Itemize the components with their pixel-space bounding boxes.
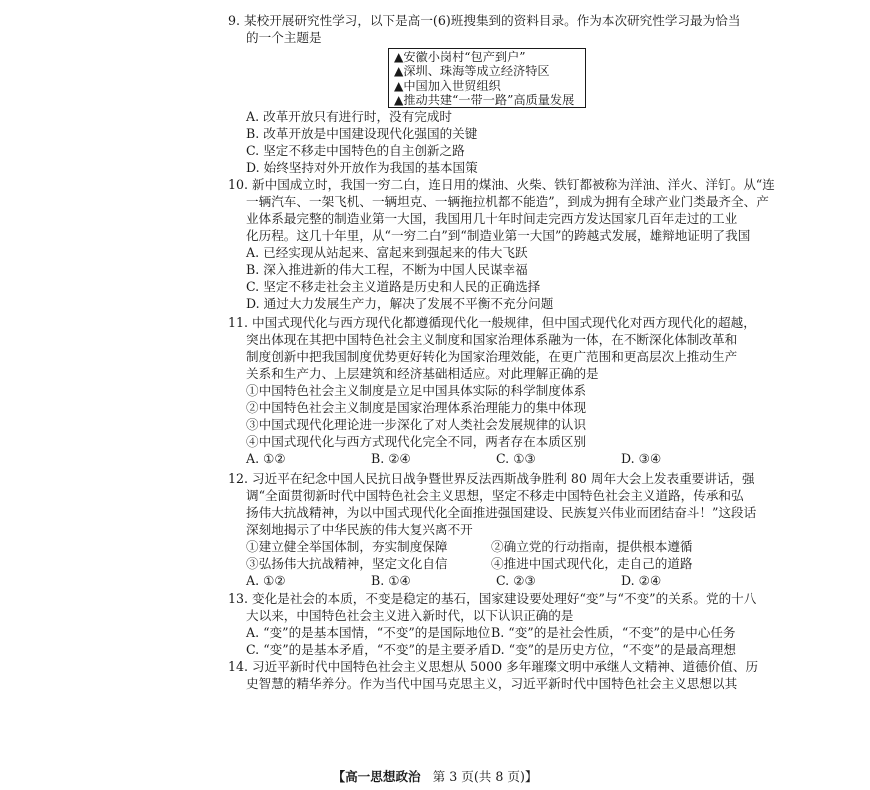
material-list-item: ▲推动共建“一带一路”高质量发展 xyxy=(394,93,575,108)
question-13-stem-line: 大以来，中国特色社会主义进入新时代，以下认识正确的是 xyxy=(246,608,574,623)
question-11-stem-line: 关系和生产力、上层建筑和经济基础相适应。对此理解正确的是 xyxy=(246,366,599,381)
statement-item: ④中国式现代化与西方式现代化完全不同，两者存在本质区别 xyxy=(246,434,587,449)
statement-item: ③中国式现代化理论进一步深化了对人类社会发展规律的认识 xyxy=(246,417,587,432)
option-a: A. 改革开放只有进行时，没有完成时 xyxy=(246,109,453,124)
answer-options-row xyxy=(228,641,763,658)
question-11-stem-line: 突出体现在其把中国特色社会主义制度和国家治理体系融为一体，在不断深化体制改革和 xyxy=(246,332,738,347)
statement-item: ①中国特色社会主义制度是立足中国具体实际的科学制度体系 xyxy=(246,383,587,398)
question-12-stem-line: 扬伟大抗战精神，为以中国式现代化全面推进强国建设、民族复兴伟业而团结奋斗！”这段话 xyxy=(246,505,757,520)
option-d: D. ③④ xyxy=(621,451,662,466)
option-d: D. ②④ xyxy=(621,573,662,588)
option-a: A. “变”的是基本国情，“不变”的是国际地位 xyxy=(246,625,491,640)
question-11-stem-line: 制度创新中把我国制度优势更好转化为国家治理效能，在更广范围和更高层次上推动生产 xyxy=(246,349,738,364)
question-10-stem-line: 一辆汽车、一架飞机、一辆坦克、一辆拖拉机都不能造”，到成为拥有全球产业门类最齐全、产 xyxy=(246,194,769,209)
statement-row xyxy=(228,538,763,555)
answer-options-row xyxy=(228,624,763,641)
question-12-stem-line: 调“全面贯彻新时代中国特色社会主义思想，坚定不移走中国特色社会主义道路，传承和弘 xyxy=(246,488,744,503)
question-9-options xyxy=(228,108,763,176)
statement-item: ②确立党的行动指南，提供根本遵循 xyxy=(491,539,693,554)
page-footer xyxy=(0,768,870,785)
option-b: B. “变”的是社会性质，“不变”的是中心任务 xyxy=(491,625,736,640)
question-11 xyxy=(228,314,763,467)
option-a: A. 已经实现从站起来、富起来到强起来的伟大飞跃 xyxy=(246,245,528,260)
question-12-stem-line: 12. 习近平在纪念中国人民抗日战争暨世界反法西斯战争胜利 80 周年大会上发表重要讲话，强 xyxy=(228,471,755,486)
question-11-stem-line: 11. 中国式现代化与西方现代化都遵循现代化一般规律，但中国式现代化对西方现代化的超越， xyxy=(228,315,756,330)
question-9 xyxy=(228,12,763,46)
question-9-stem-line: 9. 某校开展研究性学习，以下是高一(6)班搜集到的资料目录。作为本次研究性学习最为恰当 xyxy=(228,13,741,28)
statement-item: ④推进中国式现代化，走自己的道路 xyxy=(491,556,693,571)
option-a: A. ①② xyxy=(246,451,286,466)
option-b: B. ②④ xyxy=(371,451,411,466)
option-c: C. “变”的是基本矛盾，“不变”的是主要矛盾 xyxy=(246,642,491,657)
question-10 xyxy=(228,176,775,312)
statement-item: ②中国特色社会主义制度是国家治理体系治理能力的集中体现 xyxy=(246,400,587,415)
question-10-stem-line: 10. 新中国成立时，我国一穷二白，连日用的煤油、火柴、铁钉都被称为洋油、洋火、洋钉。从“连 xyxy=(228,177,775,192)
footer-page-number: 第 3 页(共 8 页)】 xyxy=(432,769,538,784)
question-14-stem-line: 史智慧的精华养分。作为当代中国马克思主义，习近平新时代中国特色社会主义思想以其 xyxy=(246,676,738,691)
question-10-stem-line: 业体系最完整的制造业第一大国，我国用几十年时间走完西方发达国家几百年走过的工业 xyxy=(246,211,738,226)
answer-options-row xyxy=(228,572,763,589)
statement-row xyxy=(228,555,763,572)
material-list-item: ▲安徽小岗村“包产到户” xyxy=(394,50,526,64)
question-9-stem-line: 的一个主题是 xyxy=(246,30,322,45)
question-12-stem-line: 深刻地揭示了中华民族的伟大复兴离不开 xyxy=(246,522,473,537)
option-c: C. ②③ xyxy=(496,573,536,588)
question-14-stem-line: 14. 习近平新时代中国特色社会主义思想从 5000 多年璀璨文明中承继人文精神、道德价值、历 xyxy=(228,659,759,674)
material-list-item: ▲中国加入世贸组织 xyxy=(394,78,501,93)
option-a: A. ①② xyxy=(246,573,286,588)
material-list-box xyxy=(388,48,586,108)
option-d: D. 通过大力发展生产力，解决了发展不平衡不充分问题 xyxy=(246,296,554,311)
statement-item: ①建立健全举国体制，夯实制度保障 xyxy=(246,539,448,554)
material-list-item: ▲深圳、珠海等成立经济特区 xyxy=(394,64,550,79)
question-13 xyxy=(228,590,763,658)
option-d: D. 始终坚持对外开放作为我国的基本国策 xyxy=(246,160,478,175)
question-14 xyxy=(228,658,763,692)
option-c: C. 坚定不移走中国特色的自主创新之路 xyxy=(246,143,465,158)
option-b: B. ①④ xyxy=(371,573,411,588)
question-12 xyxy=(228,470,763,589)
option-c: C. ①③ xyxy=(496,451,536,466)
footer-subject: 【高一思想政治 xyxy=(332,769,421,784)
option-d: D. “变”的是历史方位，“不变”的是最高理想 xyxy=(491,642,736,657)
option-b: B. 深入推进新的伟大工程，不断为中国人民谋幸福 xyxy=(246,262,528,277)
question-13-stem-line: 13. 变化是社会的本质，不变是稳定的基石，国家建设要处理好“变”与“不变”的关系。党的十八 xyxy=(228,591,757,606)
option-b: B. 改革开放是中国建设现代化强国的关键 xyxy=(246,126,478,141)
answer-options-row xyxy=(228,450,763,467)
option-c: C. 坚定不移走社会主义道路是历史和人民的正确选择 xyxy=(246,279,541,294)
statement-item: ③弘扬伟大抗战精神，坚定文化自信 xyxy=(246,556,448,571)
question-10-stem-line: 化历程。这几十年里，从“一穷二白”到“制造业第一大国”的跨越式发展，雄辩地证明了我国 xyxy=(246,228,751,243)
